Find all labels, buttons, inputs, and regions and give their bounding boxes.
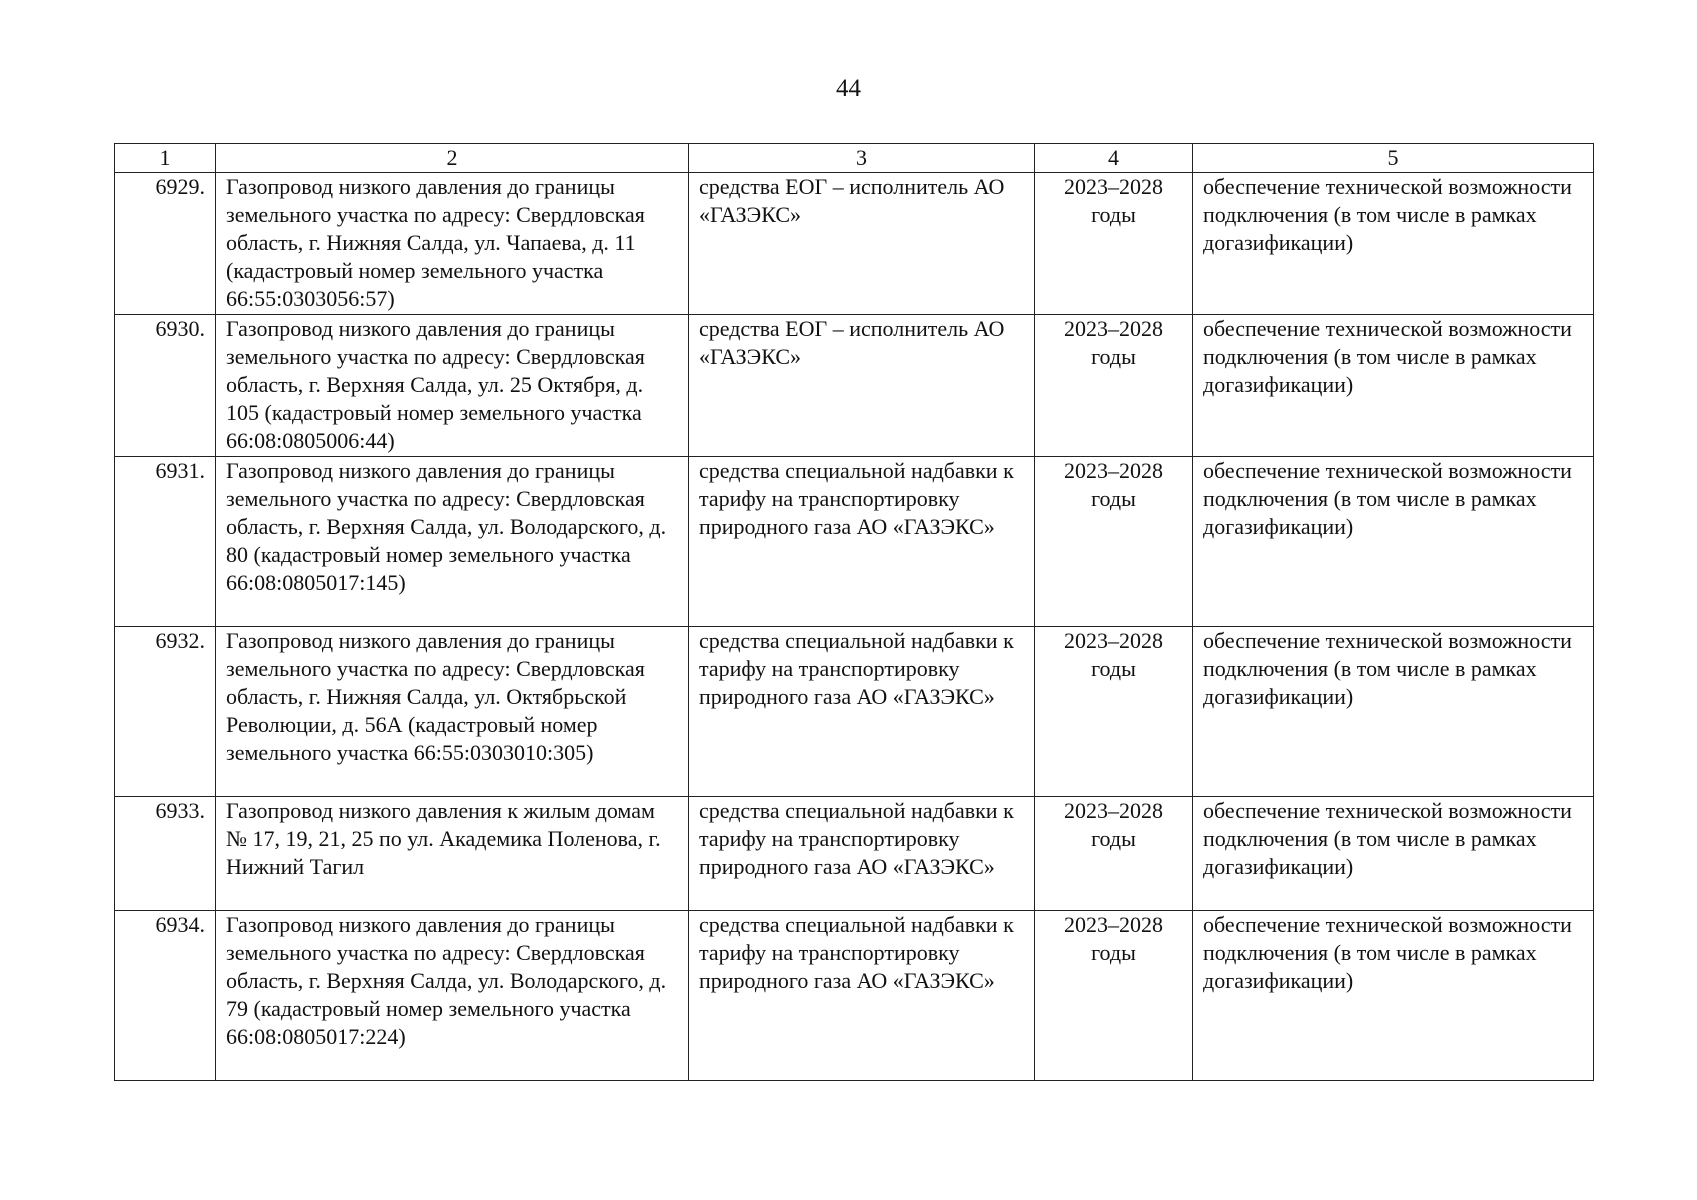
purpose: обеспечение технической возможности подключения (в том числе в рамках догазификации) <box>1193 911 1594 1081</box>
column-header-1: 1 <box>115 144 216 173</box>
row-number: 6934. <box>115 911 216 1081</box>
row-number: 6931. <box>115 457 216 627</box>
table-row <box>115 797 1594 911</box>
column-header-3: 3 <box>689 144 1035 173</box>
purpose: обеспечение технической возможности подключения (в том числе в рамках догазификации) <box>1193 457 1594 627</box>
header-row <box>115 144 1594 173</box>
row-number: 6932. <box>115 627 216 797</box>
table-row <box>115 315 1594 457</box>
table-row <box>115 457 1594 627</box>
object-description: Газопровод низкого давления до границы земельного участка по адресу: Свердловская область, г. Нижняя Салда, ул. Октябрьской Революции, д. 56А (кадастровый номер земельного участка 66:55:0303010:305) <box>216 627 689 797</box>
column-header-4: 4 <box>1035 144 1193 173</box>
row-number: 6930. <box>115 315 216 457</box>
object-description: Газопровод низкого давления к жилым домам № 17, 19, 21, 25 по ул. Академика Поленова, г. Нижний Тагил <box>216 797 689 911</box>
funding-source: средства специальной надбавки к тарифу на транспортировку природного газа АО «ГАЗЭКС» <box>689 911 1035 1081</box>
row-number: 6929. <box>115 173 216 315</box>
table-row <box>115 627 1594 797</box>
period: 2023–2028 годы <box>1035 457 1193 627</box>
purpose: обеспечение технической возможности подключения (в том числе в рамках догазификации) <box>1193 173 1594 315</box>
funding-source: средства специальной надбавки к тарифу на транспортировку природного газа АО «ГАЗЭКС» <box>689 457 1035 627</box>
funding-source: средства ЕОГ – исполнитель АО «ГАЗЭКС» <box>689 173 1035 315</box>
registry-table <box>114 143 1594 1081</box>
funding-source: средства специальной надбавки к тарифу на транспортировку природного газа АО «ГАЗЭКС» <box>689 627 1035 797</box>
period: 2023–2028 годы <box>1035 627 1193 797</box>
object-description: Газопровод низкого давления до границы земельного участка по адресу: Свердловская область, г. Нижняя Салда, ул. Чапаева, д. 11 (кадастровый номер земельного участка 66:55:0303056:57) <box>216 173 689 315</box>
funding-source: средства ЕОГ – исполнитель АО «ГАЗЭКС» <box>689 315 1035 457</box>
column-header-5: 5 <box>1193 144 1594 173</box>
row-number: 6933. <box>115 797 216 911</box>
funding-source: средства специальной надбавки к тарифу на транспортировку природного газа АО «ГАЗЭКС» <box>689 797 1035 911</box>
purpose: обеспечение технической возможности подключения (в том числе в рамках догазификации) <box>1193 315 1594 457</box>
table-row <box>115 911 1594 1081</box>
period: 2023–2028 годы <box>1035 797 1193 911</box>
column-header-2: 2 <box>216 144 689 173</box>
period: 2023–2028 годы <box>1035 911 1193 1081</box>
period: 2023–2028 годы <box>1035 173 1193 315</box>
page-number: 44 <box>836 75 861 102</box>
purpose: обеспечение технической возможности подключения (в том числе в рамках догазификации) <box>1193 627 1594 797</box>
period: 2023–2028 годы <box>1035 315 1193 457</box>
object-description: Газопровод низкого давления до границы земельного участка по адресу: Свердловская область, г. Верхняя Салда, ул. 25 Октября, д. 105 (кадастровый номер земельного участка 66:08:0805006:44) <box>216 315 689 457</box>
table-row <box>115 173 1594 315</box>
object-description: Газопровод низкого давления до границы земельного участка по адресу: Свердловская область, г. Верхняя Салда, ул. Володарского, д. 79 (кадастровый номер земельного участка 66:08:0805017:224) <box>216 911 689 1081</box>
purpose: обеспечение технической возможности подключения (в том числе в рамках догазификации) <box>1193 797 1594 911</box>
object-description: Газопровод низкого давления до границы земельного участка по адресу: Свердловская область, г. Верхняя Салда, ул. Володарского, д. 80 (кадастровый номер земельного участка 66:08:0805017:145) <box>216 457 689 627</box>
